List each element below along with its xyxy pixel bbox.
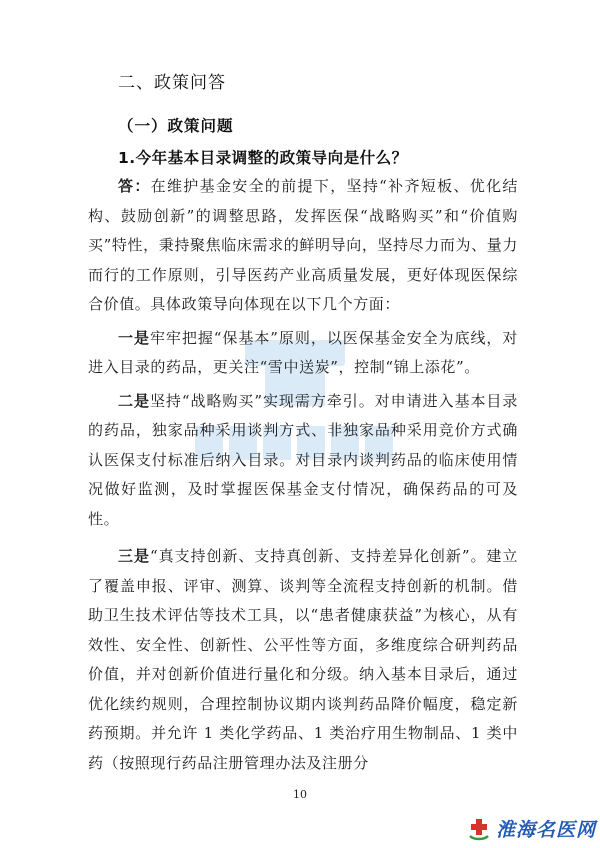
section-title: 二、政策问答 [118,73,226,93]
point-paragraph-3 [88,542,518,778]
answer-text: 在维护基金安全的前提下，坚持“补齐短板、优化结构、鼓励创新”的调整思路，发挥医保“战略购买”和“价值购买”特性，秉持聚焦临床需求的鲜明导向，坚持尽力而为、量力而行的工作原则，引导医药产业高质量发展，更好体现医保综合价值。具体政策导向体现在以下几个方面： [88,177,518,313]
point-paragraph-1 [88,324,518,383]
site-logo[interactable] [466,815,596,842]
point-lead-1: 一是 [118,328,150,347]
answer-paragraph [88,172,518,320]
point-paragraph-2 [88,387,518,535]
point-text-2: 坚持“战略购买”实现需方牵引。对申请进入基本目录的药品，独家品种采用谈判方式、非独家品种采用竞价方式确认医保支付标准后纳入目录。对目录内谈判药品的临床使用情况做好监测，及时掌握医保基金支付情况，确保药品的可及性。 [88,391,518,528]
answer-lead: 答： [118,177,151,195]
body-text [88,172,518,778]
point-lead-3: 三是 [118,547,150,565]
point-lead-2: 二是 [118,391,150,410]
point-text-3: “真支持创新、支持真创新、支持差异化创新”。建立了覆盖申报、评审、测算、谈判等全流程支持创新的机制。借助卫生技术评估等技术工具，以“患者健康获益”为核心，从有效性、安全性、创新性、公平性等方面，多维度综合研判药品价值，并对创新价值进行量化和分级。纳入基本目录后，通过优化续约规则，合理控制协议期内谈判药品降价幅度，稳定新药预期。并允许 1 类化学药品、1 类治疗用生物制品、1 类中药（按照现行药品注册管理办法及注册分 [88,547,518,772]
page-number: 10 [293,788,307,801]
section-subtitle: （一）政策问题 [118,117,234,135]
question-heading: 1.今年基本目录调整的政策导向是什么？ [118,149,408,167]
medical-cross-icon [466,816,492,842]
point-text-1: 牢牢把握“保基本”原则，以医保基金安全为底线，对进入目录的药品，更关注“雪中送炭”，控制“锦上添花”。 [88,328,518,376]
logo-text: 淮海名医网 [496,819,597,841]
